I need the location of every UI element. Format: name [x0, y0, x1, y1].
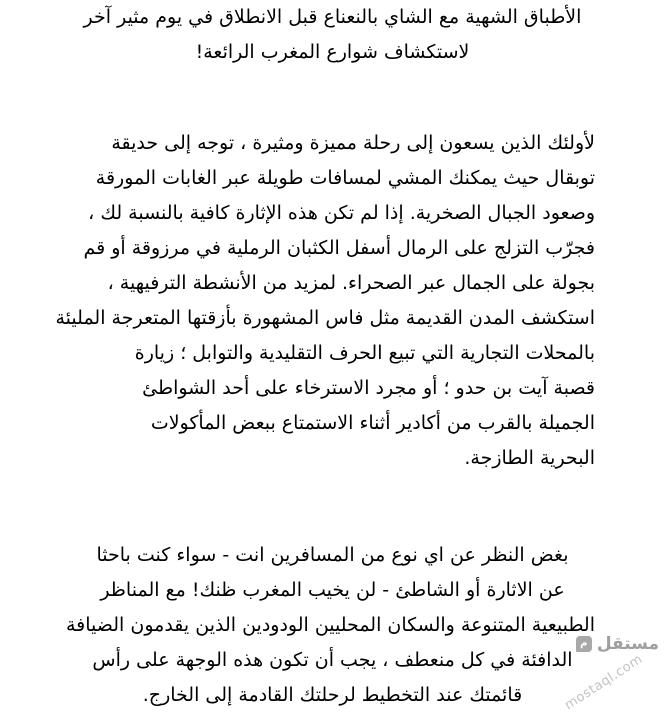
text-line: بالمحلات التجارية التي تبيع الحرف التقليدية والتوابل ؛ زيارة: [134, 342, 595, 364]
text-line: عن الاثارة أو الشاطئ - لن يخيب المغرب ظنك! مع المناظر: [100, 579, 565, 601]
paragraph-spacer: [70, 70, 595, 126]
text-line: الطبيعية المتنوعة والسكان المحليين الودودين الذين يقدمون الضيافة: [66, 614, 595, 636]
text-line: استكشف المدن القديمة مثل فاس المشهورة بأزقتها المتعرجة المليئة: [55, 307, 595, 329]
text-line: توبقال حيث يمكنك المشي لمسافات طويلة عبر الغابات المورقة: [95, 167, 595, 189]
paragraph-3: [66, 538, 595, 713]
mostaql-brand-name: مستقل: [596, 634, 659, 654]
paragraph-2: [55, 126, 595, 476]
text-line: البحرية الطازجة.: [464, 447, 595, 469]
text-line: الأطباق الشهية مع الشاي بالنعناع قبل الانطلاق في يوم مثير آخر: [83, 6, 582, 28]
text-line: فجرّب التزلج على الرمال أسفل الكثبان الرملية في مرزوقة أو قم: [83, 237, 595, 259]
paragraph-spacer: [70, 476, 595, 538]
text-line: لاستكشاف شوارع المغرب الرائعة!: [195, 41, 470, 63]
text-line: بغض النظر عن اي نوع من المسافرين انت - سواء كنت باحثا: [96, 544, 569, 566]
text-line: قصبة آيت بن حدو ؛ أو مجرد الاسترخاء على أحد الشواطئ: [142, 377, 595, 399]
paragraph-1: [70, 0, 595, 70]
text-line: لأولئك الذين يسعون إلى رحلة مميزة ومثيرة ، توجه إلى حديقة: [111, 132, 595, 154]
mostaql-domain-text: mostaql.com: [562, 651, 646, 713]
text-line: الدافئة في كل منعطف ، يجب أن تكون هذه الوجهة على رأس: [92, 649, 573, 671]
text-line: بجولة على الجمال عبر الصحراء. لمزيد من الأنشطة الترفيهية ،: [107, 272, 595, 294]
text-line: وصعود الجبال الصخرية. إذا لم تكن هذه الإثارة كافية بالنسبة لك ،: [88, 202, 595, 224]
text-line: الجميلة بالقرب من أكادير أثناء الاستمتاع ببعض المأكولات: [150, 412, 595, 434]
text-line: قائمتك عند التخطيط لرحلتك القادمة إلى الخارج.: [142, 684, 523, 706]
mostaql-logo-icon: م: [576, 636, 592, 652]
